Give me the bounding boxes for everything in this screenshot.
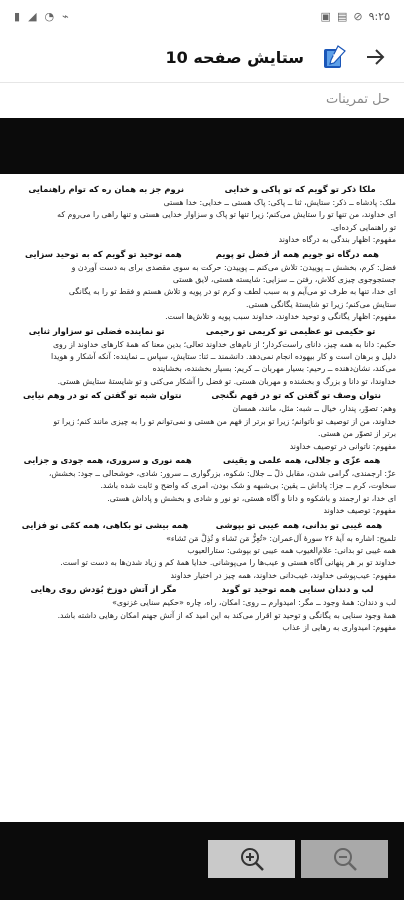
note-line: جستجوجوی چیزی کلاش، رفتن ــ سزایی: شایسته هستی، لایق هستی	[172, 275, 396, 285]
note-line: ای خدا، تو ارجمند و باشکوه و دانا و آگاه هستی، تو نور و شادی و بخشش و پاداش هستی.	[107, 493, 396, 503]
note-line: می‌کند، نشان‌دهنده ــ رحیم: بسیار مهربان ــ کریم: بسیار بخشنده، بخشاینده	[152, 364, 396, 374]
app-bar	[0, 32, 404, 82]
gallery-icon: ▣	[320, 9, 331, 23]
status-left	[14, 10, 69, 23]
zoom-in-icon	[239, 846, 265, 872]
verse-right-hemistich: همه درگاه تو جویم همه از فضل تو پویم	[215, 248, 379, 259]
section-subtitle: حل تمرینات	[325, 92, 390, 107]
meaning-line: مفهوم: اظهار یگانگی و توحید خداوند، خداوند سبب پویه و تلاش‌ها است.	[165, 312, 396, 322]
meaning-line: مفهوم: اظهار بندگی به درگاه خداوند	[278, 235, 396, 245]
poem-verse	[8, 453, 396, 468]
meaning-line: مفهوم: ناتوانی در توصیف خداوند	[289, 441, 396, 451]
note-line: وهم: تصوّر، پندار، خیال ــ شبه: مثل، مانند، همسان	[232, 404, 396, 414]
poem-verse	[8, 388, 396, 403]
note-line: همه غیبی تو بدانی: علام‌الغیوب همه عیبی تو بپوشی: ستارالعیوب	[187, 545, 396, 555]
poem-verse	[8, 582, 396, 597]
alarm-off-icon: ⊘	[353, 9, 363, 23]
note-line: لب و دندان: همهٔ وجود ــ مگر: امیدوارم ــ روی: امکان، راه، چاره «حکیم سنایی غزنوی»	[112, 598, 396, 608]
note-line: ای خدا، تنها به طرف تو می‌آیم و به سبب لطف و کرم تو در پویه و تلاش هستم و فقط تو را به یگانگی	[68, 287, 396, 297]
book-logo-icon	[320, 43, 348, 71]
zoom-in-button[interactable]	[208, 840, 295, 878]
note-line: خداوند، من از توصیف تو ناتوانم؛ زیرا تو برتر از فهم من هستی و نمی‌توانم تو را به چیزی مانند کنم؛ زیرا تو	[53, 416, 396, 426]
zoom-controls	[208, 840, 390, 880]
verse-left-hemistich: تو نماینده فضلی تو سزاوار ثنایی	[28, 325, 165, 336]
poem-verse	[8, 182, 396, 197]
zoom-out-icon	[332, 846, 358, 872]
wifi-icon: ◔	[44, 9, 55, 23]
page-title: ستایش صفحه 10	[165, 47, 304, 67]
zoom-out-button[interactable]	[301, 840, 388, 878]
note-line: سخاوت، کرم ــ جزا: پاداش ــ یقین: بی‌شبهه و شک بودن، امری که واضح و ثابت شده باشد.	[100, 481, 396, 491]
note-line: خداوندا، تو دانا و بزرگ و بخشنده و مهربان هستی. تو فضل را آشکار می‌کنی و تو شایستهٔ ستایش هستی.	[57, 376, 396, 386]
status-right	[321, 10, 390, 23]
verse-right-hemistich: تو حکیمی تو عظیمی تو کریمی تو رحیمی	[205, 325, 376, 336]
battery-icon: ▮	[14, 9, 21, 23]
note-line: ای خداوند، من تنها تو را ستایش می‌کنم؛ زیرا تنها تو پاک و سزاوار خدایی هستی و تنها راهی را می‌روم که	[57, 210, 396, 220]
note-line: حکیم: دانا به همه چیز، دانای راست‌کردار؛ از نام‌های خداوند تعالی؛ بدین معنا که همهٔ کارهای خداوند از روی	[52, 339, 396, 349]
lock-icon: ▤	[336, 9, 348, 23]
document-page[interactable]	[0, 174, 404, 822]
poem-verse	[8, 518, 396, 533]
verse-right-hemistich: همه غیبی تو بدانی، همه عیبی تو بپوشی	[215, 519, 383, 530]
verse-left-hemistich: نروم جز به همان ره که توام راهنمایی	[28, 184, 185, 194]
verse-right-hemistich: همه عزّی و جلالی، همه علمی و یقینی	[223, 454, 381, 465]
signal-icon: ◢	[28, 9, 37, 23]
meaning-line: مفهوم: توصیف خداوند	[323, 506, 396, 516]
header-divider	[0, 82, 404, 83]
note-line: دلیل و برهان است و کار بیهوده انجام نمی‌دهد. دانشمند ــ ثنا: ستایش، سپاس ــ نماینده: آنکه آشکار و هویدا	[51, 352, 396, 362]
note-line: همهٔ وجود سنایی به یگانگی و توحید تو اقرار می‌کند به این امید که از آتش جهنم امکان رهایی داشته باشد.	[57, 610, 396, 620]
verse-right-hemistich: نتوان وصف تو گفتن که تو در فهم نگنجی	[211, 390, 382, 401]
note-line: تلمیح: اشاره به آیهٔ ۲۶ سورهٔ آل‌عمران: «تُعِزُّ مَن تَشاء و تُذِلُّ مَن تَشاء»	[166, 533, 396, 543]
note-line: عزّ: ارجمندی، گرامی شدن، مقابل ذلّ ــ جلال: شکوه، بزرگواری ــ سرور: شادی، خوشحالی ــ جود: بخشش،	[48, 468, 396, 478]
status-time: ۹:۲۵	[368, 9, 390, 23]
status-bar	[0, 0, 404, 32]
note-line: ستایش می‌کنم؛ زیرا تو شایستهٔ یگانگی هستی.	[245, 299, 396, 309]
meaning-line: مفهوم: عیب‌پوشی خداوند، غیب‌دانی خداوند، همه چیز در اختیار خداوند	[170, 570, 396, 580]
document-viewer[interactable]	[0, 118, 404, 900]
poem-verse	[8, 324, 396, 339]
verse-left-hemistich: مگر از آتش دوزخ بُوَدش روی رهایی	[30, 584, 177, 595]
verse-left-hemistich: نتوان شبه تو گفتن که تو در وهم نیایی	[22, 390, 182, 401]
poem-verse	[8, 247, 396, 262]
note-line: تو راهنمایی کرده‌ای.	[330, 222, 396, 232]
note-line: ملک: پادشاه ــ ذکر: ستایش، ثنا ــ پاکی: پاک هستی ــ خدایی: خدا هستی	[163, 198, 396, 207]
note-line: خداوند تو بر هر پنهانی آگاه هستی و عیب‌ها را می‌پوشانی. خدایا همهٔ کم و زیاد شدن‌ها به دست تو است.	[60, 558, 396, 568]
verse-left-hemistich: همه نوری و سروری، همه جودی و جزایی	[23, 454, 192, 465]
meaning-line: مفهوم: امیدواری به رهایی از عذاب	[282, 622, 396, 632]
note-line: فضل: کرم، بخشش ــ پوییدن: تلاش می‌کنم ــ پوییدن: حرکت به سوی مقصدی برای به دست آوردن و	[71, 262, 396, 272]
verse-left-hemistich: همه بیشی تو بکاهی، همه کمّی تو فزایی	[21, 519, 189, 530]
verse-right-hemistich: لب و دندان سنایی همه توحید تو گوید	[221, 584, 374, 595]
verse-left-hemistich: همه توحید تو گویم که به توحید سزایی	[25, 248, 182, 259]
vibrate-icon: ⌁	[62, 9, 69, 23]
verse-right-hemistich: ملکا ذکر تو گویم که تو پاکی و خدایی	[224, 184, 376, 194]
note-line: برتر از تصوّر من هستی.	[317, 429, 396, 439]
back-arrow-icon[interactable]	[358, 40, 392, 74]
